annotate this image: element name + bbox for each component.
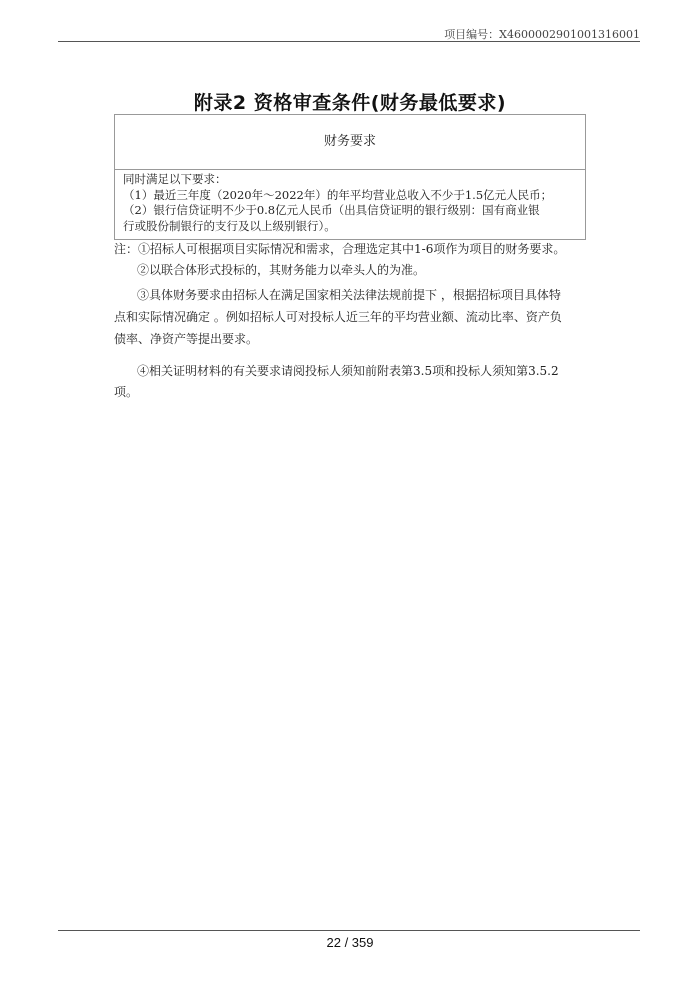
- note-3-line: 点和实际情况确定 。例如招标人可对投标人近三年的平均营业额、流动比率、资产负: [114, 310, 562, 324]
- table-line: 同时满足以下要求：: [123, 172, 227, 186]
- note-2: ②以联合体形式投标的，其财务能力以牵头人的为准。: [137, 263, 426, 277]
- financial-requirements-table: [114, 114, 586, 240]
- note-4-line: 项。: [114, 385, 139, 399]
- note-1: 注：①招标人可根据项目实际情况和需求，合理选定其中1-6项作为项目的财务要求。: [114, 242, 566, 256]
- project-number: 项目编号：X4600002901001316001: [444, 28, 640, 41]
- table-line: （1）最近三年度（2020年～2022年）的年平均营业总收入不少于1.5亿元人民币；: [123, 187, 553, 202]
- header-divider: [58, 41, 640, 42]
- page-title: 附录2 资格审查条件(财务最低要求): [193, 92, 507, 114]
- table-line: （2）银行信贷证明不少于0.8亿元人民币（出具信贷证明的银行级别：国有商业银: [123, 203, 540, 217]
- footer-divider: [58, 930, 640, 931]
- table-line: 行或股份制银行的支行及以上级别银行）。: [123, 218, 336, 233]
- note-3-line: 债率、净资产等提出要求。: [114, 332, 259, 346]
- page-number: 22 / 359: [326, 935, 374, 950]
- table-body: [115, 170, 585, 239]
- note-4-line: ④相关证明材料的有关要求请阅投标人须知前附表第3.5项和投标人须知第3.5.2: [137, 364, 559, 378]
- note-3-line: ③具体财务要求由招标人在满足国家相关法律法规前提下 ，根据招标项目具体特: [137, 288, 561, 302]
- table-heading: 财务要求: [115, 115, 585, 170]
